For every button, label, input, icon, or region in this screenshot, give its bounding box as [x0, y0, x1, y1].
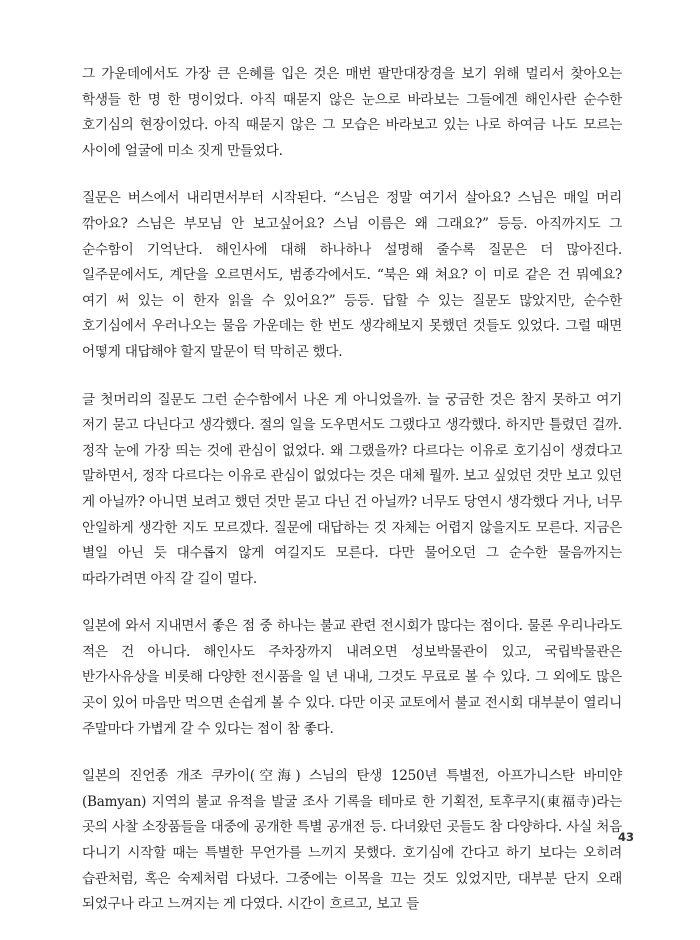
page-number: 43	[617, 830, 634, 844]
article-body	[82, 62, 622, 940]
paragraph-1: 그 가운데에서도 가장 큰 은혜를 입은 것은 매번 팔만대장경을 보기 위해 멀리서 찾아오는 학생들 한 명 한 명이었다. 아직 때묻지 않은 눈으로 바라보는 그들에겐 해인사란 순수한 호기심의 현장이었다. 아직 때묻지 않은 그 모습은 바라보고 있는 나로 하여금 나도 모르는 사이에 얼굴에 미소 짓게 만들었다.	[82, 66, 622, 159]
paragraph-4: 일본에 와서 지내면서 좋은 점 중 하나는 불교 관련 전시회가 많다는 점이다. 물론 우리나라도 적은 건 아니다. 해인사도 주차장까지 내려오면 성보박물관이 있고, 국립박물관은 반가사유상을 비롯해 다양한 전시품을 일 년 내내, 그것도 무료로 볼 수 있다. 그 외에도 많은 곳이 있어 마음만 먹으면 손쉽게 볼 수 있다. 다만 이곳 교토에서 불교 전시회 대부분이 열리니 주말마다 가볍게 갈 수 있다는 점이 참 좋다.	[82, 618, 622, 737]
paragraph-5: 일본의 진언종 개조 쿠카이(空海) 스님의 탄생 1250년 특별전, 아프가니스탄 바미얀(Bamyan) 지역의 불교 유적을 발굴 조사 기록을 테마로 한 기획전, 토후쿠지(東福寺)라는 곳의 사찰 소장품들을 대중에 공개한 특별 공개전 등. 다녀왔던 곳들도 참 다양하다. 사실 처음 다니기 시작할 때는 특별한 무언가를 느끼지 못했다. 호기심에 간다고 하기 보다는 오히려 습관처럼, 혹은 숙제처럼 다녔다. 그중에는 이목을 끄는 것도 있었지만, 대부분 단지 오래 되었구나 라고 느껴지는 게 다였다. 시간이 흐르고, 보고 들	[82, 768, 622, 913]
paragraph-3: 글 첫머리의 질문도 그런 순수함에서 나온 게 아니었을까. 늘 궁금한 것은 참지 못하고 여기 저기 묻고 다닌다고 생각했다. 절의 일을 도우면서도 그랬다고 생각했다. 하지만 틀렸던 걸까. 정작 눈에 가장 띄는 것에 관심이 없었다. 왜 그랬을까? 다르다는 이유로 호기심이 생겼다고 말하면서, 정작 다르다는 이유로 관심이 없었다는 것은 대체 뭘까. 보고 싶었던 것만 보고 있던 게 아닐까? 아니면 보려고 했던 것만 묻고 다닌 건 아닐까? 너무도 당연시 생각했다 거나, 너무 안일하게 생각한 지도 모르겠다. 질문에 대답하는 것 자체는 어렵지 않을지도 모른다. 지금은 별일 아닌 듯 대수롭지 않게 여길지도 모른다. 다만 물어오던 그 순수한 물음까지는 따라가려면 아직 갈 길이 멀다.	[82, 391, 622, 587]
paragraph-2: 질문은 버스에서 내리면서부터 시작된다. “스님은 정말 여기서 살아요? 스님은 매일 머리 깎아요? 스님은 부모님 안 보고싶어요? 스님 이름은 왜 그래요?” 등등. 아직까지도 그 순수함이 기억난다. 해인사에 대해 하나하나 설명해 줄수록 질문은 더 많아진다. 일주문에서도, 계단을 오르면서도, 범종각에서도. “북은 왜 쳐요? 이 미로 같은 건 뭐예요? 여기 써 있는 이 한자 읽을 수 있어요?” 등등. 답할 수 있는 질문도 많았지만, 순수한 호기심에서 우러나오는 물음 가운데는 한 번도 생각해보지 못했던 것들도 있었다. 그럴 때면 어떻게 대답해야 할지 말문이 턱 막히곤 했다.	[82, 190, 622, 360]
